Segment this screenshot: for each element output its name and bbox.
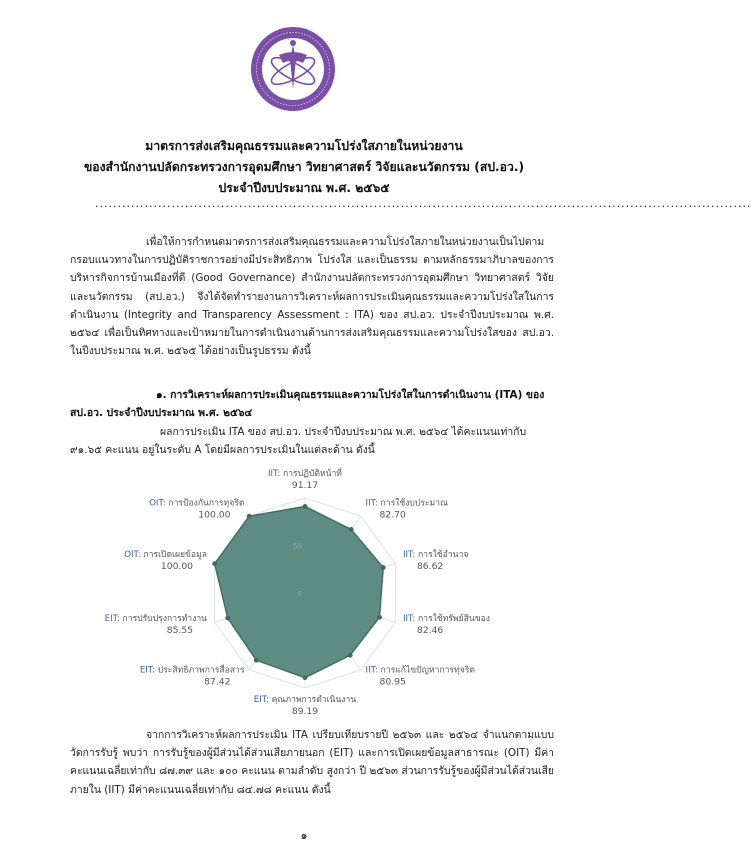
separator-dots: ..................................................................................................................................................	[95, 197, 752, 210]
document-title	[40, 136, 568, 199]
radar-axis-prefix: IIT:	[402, 613, 416, 624]
radar-point	[254, 658, 259, 663]
radar-point	[348, 653, 353, 658]
radar-point	[303, 504, 308, 509]
radar-value-label: 85.55	[166, 624, 194, 636]
radar-point	[225, 616, 230, 621]
radar-value-label: 87.42	[204, 676, 231, 688]
radar-axis-label	[403, 613, 490, 624]
radar-axis-prefix: EIT:	[139, 665, 155, 676]
radar-axis-prefix: IIT:	[365, 665, 378, 676]
radar-axis-prefix: IIT:	[365, 498, 378, 509]
radar-axis-label	[149, 498, 244, 509]
intro-paragraph: เพื่อให้การกำหนดมาตรการส่งเสริมคุณธรรมและความโปร่งใสภายในหน่วยงานเป็นไปตามกรอบแนวทางในการปฏิบัติราชการอย่างมีประสิทธิภาพ โปร่งใส และเป็นธรรม ตามหลักธรรมาภิบาลของการบริหารกิจการบ้านเมืองที่ดี (Good Governance) สำนักงานปลัดกระทรวงการอุดมศึกษา วิทยาศาสตร์ วิจัยและนวัตกรรม (สป.อว.) จึงได้จัดทำรายงานการวิเคราะห์ผลการประเมินคุณธรรมและความโปร่งใสในการดำเนินงาน (Integrity and Transparency Assessment : ITA) ของ สป.อว. ประจำปีงบประมาณ พ.ศ. ๒๕๖๔ เพื่อเป็นทิศทางและเป้าหมายในการดำเนินงานด้านการส่งเสริมคุณธรรมและความโปร่งใสของ สป.อว. ในปีงบประมาณ พ.ศ. ๒๕๖๕ ได้อย่างเป็นรูปธรรม ดังนี้	[70, 236, 554, 358]
radar-axis-label	[254, 695, 357, 705]
radar-axis-name: การป้องกันการทุจริต	[165, 498, 245, 509]
section-1-heading: ๑. การวิเคราะห์ผลการประเมินคุณธรรมและความโปร่งใสในการดำเนินงาน (ITA) ของ สป.อว. ประจำปีงบประมาณ พ.ศ. ๒๕๖๔	[70, 389, 545, 420]
radar-point	[303, 675, 308, 680]
ita-radar-chart	[104, 469, 550, 717]
radar-value-label: 89.19	[291, 706, 319, 717]
radar-value-label: 82.46	[416, 624, 444, 636]
radar-axis-label	[124, 549, 207, 560]
radar-tick-label: 50	[293, 542, 302, 551]
radar-point	[349, 527, 354, 532]
radar-axis-prefix: OIT:	[149, 498, 166, 509]
radar-axis-name: คุณภาพการดำเนินงาน	[268, 695, 357, 705]
title-line: ของสำนักงานปลัดกระทรวงการอุดมศึกษา วิทยาศาสตร์ วิจัยและนวัตกรรม (สป.อว.)	[83, 160, 525, 174]
radar-point	[247, 514, 252, 519]
logo-emblem-tip	[290, 40, 296, 46]
radar-axis-name: การปรับปรุงการทำงาน	[119, 613, 208, 624]
radar-axis-label	[268, 467, 342, 479]
title-line: มาตรการส่งเสริมคุณธรรมและความโปร่งใสภายในหน่วยงาน	[145, 139, 463, 153]
radar-axis-label	[403, 549, 468, 560]
radar-value-label: 91.17	[291, 480, 319, 491]
radar-axis-name: การปฏิบัติหน้าที่	[280, 469, 342, 479]
radar-point	[212, 561, 217, 566]
title-line: ประจำปีงบประมาณ พ.ศ. ๒๕๖๕	[218, 181, 390, 195]
radar-axis-name: การใช้งบประมาณ	[377, 498, 449, 509]
ministry-logo	[249, 25, 337, 113]
radar-point	[377, 615, 382, 620]
radar-value-label: 86.62	[416, 561, 444, 573]
radar-tick-label: 0	[297, 590, 302, 598]
radar-value-label: 82.70	[379, 509, 406, 521]
radar-axis-prefix: OIT:	[124, 550, 141, 561]
radar-axis-label	[366, 498, 449, 509]
radar-axis-name: การแก้ไขปัญหาการทุจริต	[377, 665, 475, 676]
radar-axis-prefix: IIT:	[268, 469, 281, 479]
radar-point	[381, 565, 386, 570]
radar-axis-name: การใช้ทรัพย์สินของ	[415, 613, 490, 624]
radar-axis-prefix: EIT:	[104, 613, 120, 624]
radar-axis-label	[140, 663, 245, 675]
section-1-result: ผลการประเมิน ITA ของ สป.อว. ประจำปีงบประมาณ พ.ศ. ๒๕๖๔ ได้คะแนนเท่ากับ ๙๑.๖๕ คะแนน อยู่ในระดับ A โดยมีผลการประเมินในแต่ละด้าน ดังนี้	[70, 426, 527, 457]
conclusion-paragraph: จากการวิเคราะห์ผลการประเมิน ITA เปรียบเทียบรายปี ๒๕๖๓ และ ๒๕๖๔ จำแนกตามแบบวัดการรับรู้ พบว่า การรับรู้ของผู้มีส่วนได้ส่วนเสียภายนอก (EIT) และการเปิดเผยข้อมูลสาธารณะ (OIT) มีค่าคะแนนเฉลี่ยเท่ากับ ๘๗.๓๙ และ ๑๐๐ คะแนน ตามลำดับ สูงกว่า ปี ๒๕๖๓ ส่วนการรับรู้ของผู้มีส่วนได้ส่วนเสียภายใน (IIT) มีค่าคะแนนเฉลี่ยเท่ากับ ๘๔.๗๘ คะแนน ดังนี้	[70, 729, 554, 796]
radar-value-label: 100.00	[198, 509, 231, 521]
radar-axis-prefix: EIT:	[253, 695, 269, 705]
radar-axis-name: การใช้อำนาจ	[415, 550, 469, 561]
radar-axis-prefix: IIT:	[402, 550, 416, 561]
radar-value-label: 80.95	[379, 676, 406, 688]
radar-value-label: 100.00	[160, 561, 194, 573]
radar-axis-name: ประสิทธิภาพการสื่อสาร	[154, 665, 245, 676]
page-number: ๑	[300, 829, 308, 842]
radar-axis-label	[105, 614, 207, 624]
radar-axis-name: การเปิดเผยข้อมูล	[140, 550, 208, 561]
radar-axis-label	[366, 664, 475, 675]
